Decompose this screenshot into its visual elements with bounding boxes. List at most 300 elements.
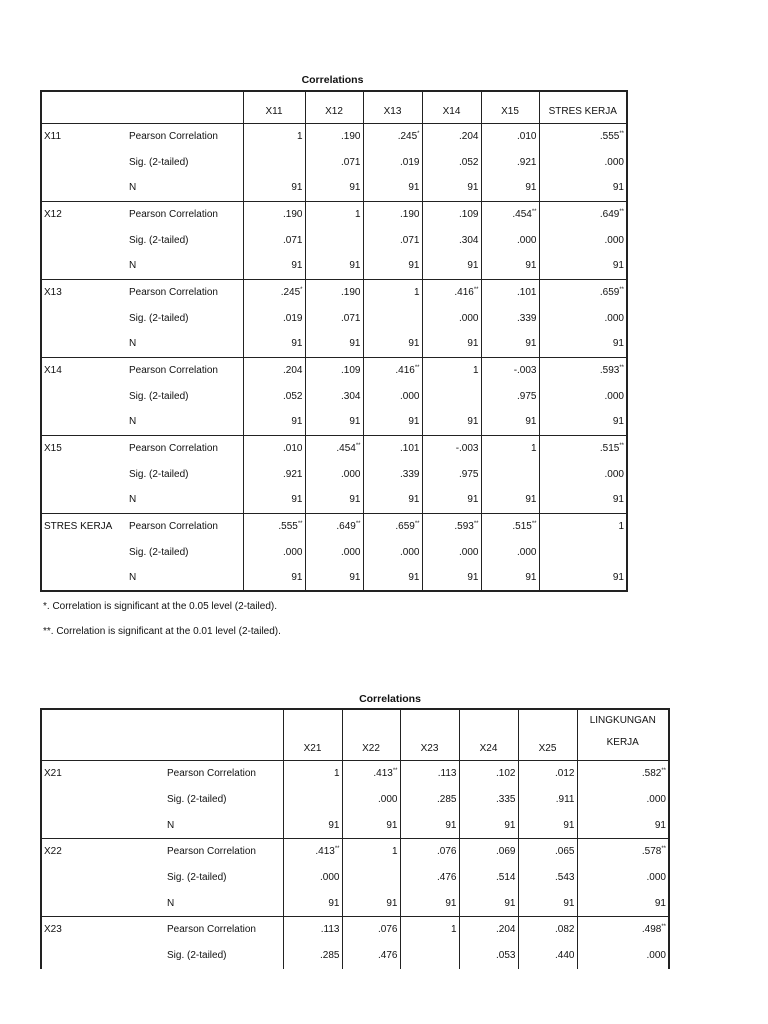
cell-value [459, 839, 518, 865]
stat-label: N [129, 260, 137, 272]
significance-mark: ** [334, 846, 340, 853]
cell-value [400, 943, 459, 969]
cell-value [305, 279, 363, 305]
cell-value [363, 175, 422, 201]
cell-value [459, 917, 518, 943]
value-text: 91 [408, 338, 420, 350]
cell-value [539, 279, 627, 305]
value-text: .245 [280, 286, 301, 298]
cell-value [283, 761, 342, 787]
cell-value [539, 383, 627, 409]
value-text: 91 [504, 819, 516, 831]
cell-value [459, 891, 518, 917]
value-text: .000 [604, 312, 624, 324]
cell-value [243, 227, 305, 253]
value-text: .339 [400, 468, 420, 480]
cell-value [305, 383, 363, 409]
cell-value [305, 565, 363, 591]
stat-label: Pearson Correlation [127, 435, 243, 461]
value-text: 91 [504, 897, 516, 909]
cell-value [422, 201, 481, 227]
row-group-label: X13 [41, 279, 127, 305]
cell-value [422, 305, 481, 331]
value-text: .052 [459, 156, 479, 168]
cell-value [481, 175, 539, 201]
stat-label: Sig. (2-tailed) [129, 312, 189, 324]
cell-value [481, 305, 539, 331]
value-text: .543 [555, 872, 575, 883]
value-text: .593 [599, 364, 620, 376]
cell-value [577, 839, 669, 865]
cell-value [481, 227, 539, 253]
column-header-x14: X14 [422, 91, 481, 123]
value-text: 91 [349, 338, 361, 350]
significance-mark: ** [297, 520, 303, 527]
value-text: .071 [341, 156, 361, 168]
cell-value [422, 357, 481, 383]
value-text: .335 [496, 794, 516, 805]
table-row [41, 813, 669, 839]
value-text: .019 [400, 156, 420, 168]
stat-label: Pearson Correlation [129, 130, 218, 142]
value-text: 91 [408, 416, 420, 428]
table-row [41, 331, 627, 357]
cell-value [481, 123, 539, 149]
value-text: 1 [472, 364, 479, 376]
cell-value [243, 357, 305, 383]
significance-mark: ** [473, 286, 479, 293]
significance-mark: ** [619, 286, 624, 293]
value-text: .102 [496, 768, 516, 780]
value-text: 91 [291, 494, 303, 506]
value-text: 91 [525, 572, 537, 583]
cell-value [539, 175, 627, 201]
value-text: .593 [454, 520, 474, 532]
value-text: 1 [530, 442, 537, 454]
cell-value [577, 917, 669, 943]
footnote-1: *. Correlation is significant at the 0.05 level (2-tailed). [43, 601, 278, 612]
cell-value [363, 253, 422, 279]
stat-label: N [129, 338, 137, 350]
value-text: 91 [525, 260, 537, 272]
cell-value [481, 487, 539, 513]
column-header-x25: X25 [518, 709, 577, 761]
cell-value [422, 513, 481, 539]
value-text: 91 [612, 338, 624, 350]
cell-value [422, 175, 481, 201]
value-text: 91 [525, 182, 537, 194]
value-text: .582 [641, 768, 662, 780]
value-text: .440 [555, 950, 575, 961]
cell-value [481, 149, 539, 175]
cell-value [363, 513, 422, 539]
cell-value [539, 357, 627, 383]
value-text: -.003 [455, 442, 479, 454]
cell-value [539, 227, 627, 253]
row-group-spacer [41, 813, 165, 839]
table2-title: Correlations [359, 693, 421, 705]
value-text: .113 [437, 768, 457, 780]
row-group-spacer [41, 943, 165, 969]
cell-value [283, 943, 342, 969]
significance-mark: ** [355, 520, 361, 527]
value-text: .416 [395, 364, 415, 376]
value-text: 91 [349, 416, 361, 428]
value-text: .245 [397, 130, 418, 142]
value-text: 91 [408, 260, 420, 272]
value-text: .416 [454, 286, 474, 298]
column-header-x12: X12 [305, 91, 363, 123]
significance-mark: * [300, 286, 303, 293]
cell-value [400, 891, 459, 917]
cell-value [342, 891, 400, 917]
value-text: 91 [467, 182, 479, 194]
value-text: .304 [459, 234, 479, 246]
cell-value [363, 279, 422, 305]
cell-value [422, 227, 481, 253]
stat-label: N [167, 819, 175, 831]
value-text: .285 [320, 950, 340, 961]
cell-value [577, 787, 669, 813]
value-text: 1 [333, 768, 340, 780]
row-group-spacer [41, 865, 165, 891]
value-text: .304 [341, 390, 361, 402]
value-text: .454 [336, 442, 356, 454]
value-text: 91 [654, 897, 666, 909]
value-text: .076 [378, 924, 398, 936]
value-text: .000 [604, 390, 624, 402]
value-text: .975 [459, 468, 479, 480]
significance-mark: ** [392, 768, 398, 775]
significance-mark: ** [661, 846, 666, 853]
cell-value [577, 943, 669, 969]
cell-value [422, 331, 481, 357]
table-row [41, 409, 627, 435]
stat-label: Sig. (2-tailed) [129, 234, 189, 246]
cell-value [422, 487, 481, 513]
cell-value [422, 383, 481, 409]
cell-value [539, 123, 627, 149]
stat-label: Sig. (2-tailed) [129, 468, 189, 480]
value-text: .069 [496, 846, 516, 858]
cell-value [577, 813, 669, 839]
value-text: .000 [646, 794, 666, 805]
cell-value [243, 253, 305, 279]
value-text: 1 [413, 286, 420, 298]
value-text: 91 [386, 819, 398, 831]
cell-value [481, 331, 539, 357]
column-header-x15: X15 [481, 91, 539, 123]
cell-value [243, 565, 305, 591]
value-text: .000 [604, 156, 624, 168]
row-group-label: X21 [44, 768, 62, 780]
value-text: 1 [450, 924, 457, 936]
cell-value [481, 435, 539, 461]
cell-value [459, 761, 518, 787]
table-row [41, 761, 669, 787]
value-text: .101 [517, 286, 537, 298]
cell-value [459, 865, 518, 891]
value-text: .285 [437, 794, 457, 805]
cell-value [481, 409, 539, 435]
cell-value [305, 253, 363, 279]
cell-value [305, 201, 363, 227]
cell-value [305, 539, 363, 565]
row-group-spacer [41, 409, 127, 435]
value-text: 91 [349, 494, 361, 506]
value-text: .010 [283, 442, 303, 454]
cell-value [481, 565, 539, 591]
cell-value [243, 487, 305, 513]
cell-value [243, 279, 305, 305]
value-text: .000 [320, 872, 340, 883]
cell-value [243, 383, 305, 409]
row-group-label: X11 [44, 130, 62, 142]
value-text: 91 [328, 897, 340, 909]
cell-value [363, 227, 422, 253]
cell-value [539, 331, 627, 357]
value-text: .000 [378, 794, 398, 805]
cell-value [363, 461, 422, 487]
column-header-x13: X13 [363, 91, 422, 123]
significance-mark: ** [531, 208, 537, 215]
value-text: 91 [612, 260, 624, 272]
value-text: .578 [641, 846, 662, 858]
cell-value [481, 201, 539, 227]
column-header-x22: X22 [342, 709, 400, 761]
value-text: .921 [517, 156, 537, 168]
cell-value [243, 175, 305, 201]
value-text: .659 [599, 286, 620, 298]
value-text: .053 [496, 950, 516, 961]
value-text: .000 [459, 546, 479, 558]
row-group-spacer [41, 305, 127, 331]
row-group-label: X14 [41, 357, 127, 383]
cell-value [481, 513, 539, 539]
value-text: 1 [391, 846, 398, 858]
value-text: .000 [459, 312, 479, 324]
value-text: 91 [349, 260, 361, 272]
table1-title: Correlations [301, 74, 364, 86]
cell-value [539, 435, 627, 461]
row-group-spacer [41, 227, 127, 253]
cell-value [363, 487, 422, 513]
value-text: 91 [467, 494, 479, 506]
cell-value [539, 409, 627, 435]
value-text: 91 [467, 572, 479, 583]
value-text: 91 [291, 416, 303, 428]
cell-value [305, 487, 363, 513]
cell-value [539, 305, 627, 331]
row-group-spacer [41, 461, 127, 487]
significance-mark: ** [531, 520, 537, 527]
cell-value [342, 761, 400, 787]
cell-value [400, 813, 459, 839]
value-text: .109 [341, 364, 361, 376]
cell-value [342, 943, 400, 969]
value-text: .000 [341, 468, 361, 480]
value-text: 91 [654, 819, 666, 831]
cell-value [243, 123, 305, 149]
stat-label: Sig. (2-tailed) [167, 950, 227, 961]
cell-value [422, 409, 481, 435]
row-group-spacer [41, 539, 127, 565]
value-text: 91 [291, 338, 303, 350]
cell-value [305, 227, 363, 253]
value-text: .649 [599, 208, 620, 220]
significance-mark: ** [661, 924, 666, 931]
row-group-label: X23 [41, 917, 165, 943]
table-row [41, 539, 627, 565]
stat-label: Pearson Correlation [165, 917, 283, 943]
cell-value [422, 435, 481, 461]
value-text: 91 [408, 494, 420, 506]
cell-value [422, 123, 481, 149]
cell-value [539, 149, 627, 175]
value-text: .071 [283, 234, 303, 246]
value-text: .413 [373, 768, 393, 780]
row-group-spacer [41, 487, 127, 513]
value-text: 1 [618, 520, 624, 532]
value-text: -.003 [513, 364, 537, 376]
cell-value [539, 565, 627, 591]
value-text: .000 [517, 546, 537, 558]
table-row [41, 839, 669, 865]
cell-value [400, 839, 459, 865]
value-text: .000 [646, 872, 666, 883]
row-group-label: X15 [41, 435, 127, 461]
stat-label: N [129, 182, 137, 194]
value-text: .339 [517, 312, 537, 324]
stat-label: Sig. (2-tailed) [167, 872, 227, 883]
header-blank-cell [41, 709, 283, 761]
value-text: 91 [467, 416, 479, 428]
cell-value [305, 435, 363, 461]
cell-value [481, 461, 539, 487]
value-text: .000 [283, 546, 303, 558]
value-text: 91 [612, 572, 624, 583]
cell-value [539, 201, 627, 227]
cell-value [342, 787, 400, 813]
value-text: .113 [320, 924, 340, 936]
cell-value [243, 513, 305, 539]
value-text: 1 [296, 130, 303, 142]
cell-value [518, 891, 577, 917]
cell-value [481, 279, 539, 305]
cell-value [422, 253, 481, 279]
value-text: .555 [599, 130, 620, 142]
stat-label: Sig. (2-tailed) [167, 794, 227, 805]
stat-label: N [129, 572, 137, 583]
cell-value [363, 409, 422, 435]
significance-mark: ** [414, 520, 420, 527]
stat-label: Pearson Correlation [167, 768, 256, 780]
table-row [41, 149, 627, 175]
cell-value [518, 839, 577, 865]
value-text: 91 [349, 572, 361, 583]
table-row [41, 917, 669, 943]
table-row [41, 305, 627, 331]
value-text: 91 [328, 819, 340, 831]
value-text: .000 [400, 546, 420, 558]
value-text: 1 [354, 208, 361, 220]
cell-value [305, 331, 363, 357]
value-text: .076 [437, 846, 457, 858]
cell-value [342, 839, 400, 865]
table-row [41, 865, 669, 891]
cell-value [363, 539, 422, 565]
cell-value [459, 943, 518, 969]
cell-value [400, 865, 459, 891]
cell-value [283, 787, 342, 813]
column-header-x11: X11 [243, 91, 305, 123]
header-blank-cell [41, 91, 243, 123]
correlations-table-2 [40, 708, 670, 969]
significance-mark: ** [661, 768, 666, 775]
row-group-label: X12 [41, 201, 127, 227]
cell-value [518, 917, 577, 943]
cell-value [363, 565, 422, 591]
value-text: .659 [395, 520, 415, 532]
table-row [41, 383, 627, 409]
stat-label: Sig. (2-tailed) [129, 390, 189, 402]
cell-value [481, 383, 539, 409]
table-row [41, 201, 627, 227]
cell-value [283, 839, 342, 865]
table-row [41, 943, 669, 969]
cell-value [363, 435, 422, 461]
value-text: .010 [517, 130, 537, 142]
row-group-spacer [41, 331, 127, 357]
value-text: .975 [517, 390, 537, 402]
cell-value [305, 357, 363, 383]
cell-value [400, 761, 459, 787]
cell-value [422, 461, 481, 487]
value-text: .065 [555, 846, 575, 858]
value-text: 91 [525, 338, 537, 350]
value-text: 91 [563, 897, 575, 909]
row-group-spacer [41, 253, 127, 279]
value-text: 91 [291, 260, 303, 272]
value-text: 91 [291, 182, 303, 194]
cell-value [342, 917, 400, 943]
value-text: .190 [400, 208, 420, 220]
value-text: .204 [496, 924, 516, 936]
cell-value [363, 305, 422, 331]
cell-value [539, 513, 627, 539]
significance-mark: ** [473, 520, 479, 527]
cell-value [400, 787, 459, 813]
cell-value [422, 149, 481, 175]
value-text: .204 [459, 130, 479, 142]
column-header-x24: X24 [459, 709, 518, 761]
value-text: .101 [400, 442, 420, 454]
value-text: .649 [336, 520, 356, 532]
cell-value [283, 813, 342, 839]
stat-label: Pearson Correlation [127, 201, 243, 227]
table-row [41, 487, 627, 513]
value-text: 91 [408, 572, 420, 583]
value-text: .204 [283, 364, 303, 376]
significance-mark: ** [619, 364, 624, 371]
row-group-spacer [41, 787, 165, 813]
table-row [41, 123, 627, 149]
column-header-stres-kerja: STRES KERJA [539, 91, 627, 123]
significance-mark: ** [355, 442, 361, 449]
cell-value [243, 435, 305, 461]
value-text: .555 [278, 520, 298, 532]
value-text: .071 [341, 312, 361, 324]
